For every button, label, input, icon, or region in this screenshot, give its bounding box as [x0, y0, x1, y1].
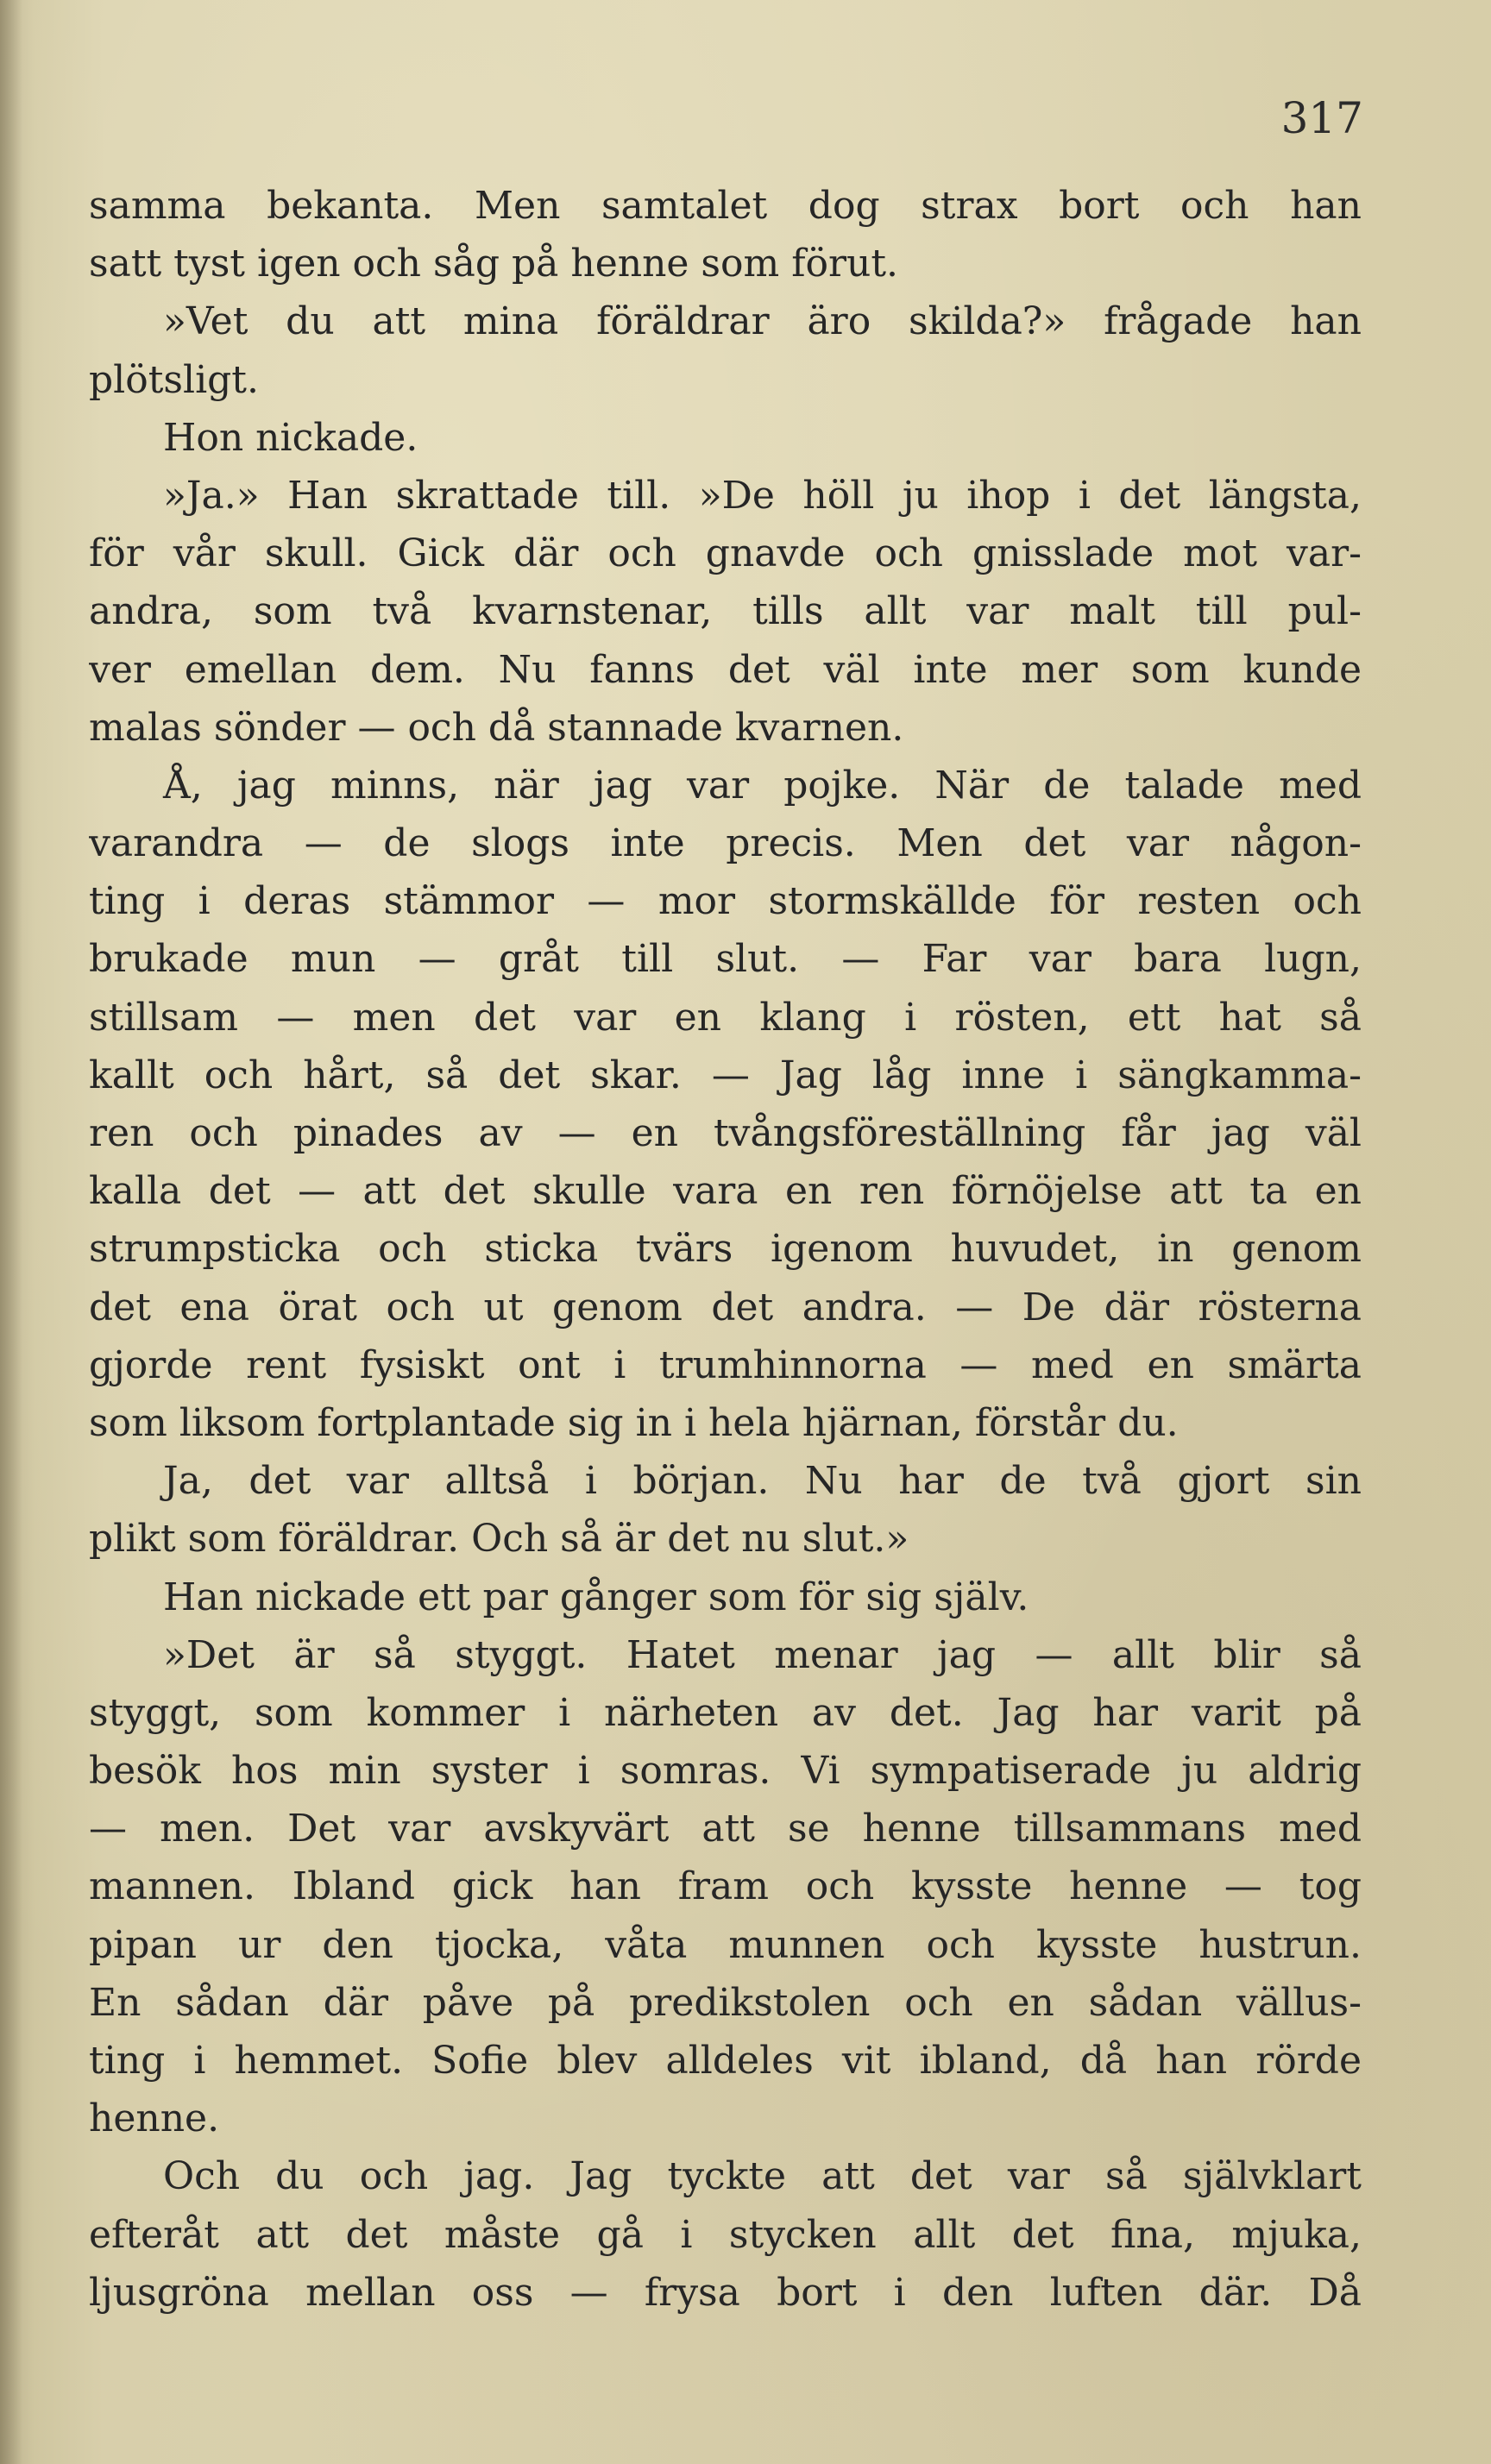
text-line: gjorde rent fysiskt ont i trumhinnorna — med en smärta [89, 1342, 1362, 1387]
text-line: varandra — de slogs inte precis. Men det var någon- [89, 821, 1362, 866]
text-line: ren och pinades av — en tvångsföreställning får jag väl [89, 1111, 1362, 1155]
text-line: satt tyst igen och såg på henne som förut. [89, 242, 899, 286]
text-line: »Ja.» Han skrattade till. »De höll ju ihop i det längsta, [163, 473, 1362, 518]
text-line: styggt, som kommer i närheten av det. Jag har varit på [89, 1690, 1362, 1735]
text-line: »Vet du att mina föräldrar äro skilda?» frågade han [163, 299, 1362, 344]
page-number: 317 [1280, 93, 1363, 143]
body-text [89, 177, 1362, 2322]
text-line: kallt och hårt, så det skar. — Jag låg inne i sängkamma- [89, 1053, 1362, 1097]
text-line: för vår skull. Gick där och gnavde och gnisslade mot var- [89, 531, 1362, 576]
text-line: plikt som föräldrar. Och så är det nu slut.» [89, 1517, 909, 1562]
text-line: ting i deras stämmor — mor stormskällde för resten och [89, 879, 1362, 924]
text-line: kalla det — att det skulle vara en ren förnöjelse att ta en [89, 1169, 1362, 1214]
text-line: andra, som två kvarnstenar, tills allt var malt till pul- [89, 589, 1362, 634]
text-line: mannen. Ibland gick han fram och kysste henne — tog [89, 1864, 1362, 1909]
text-line: stillsam — men det var en klang i rösten, ett hat så [89, 995, 1362, 1040]
text-line: plötsligt. [89, 357, 259, 402]
text-line: Och du och jag. Jag tyckte att det var så självklart [163, 2154, 1362, 2199]
text-line: det ena örat och ut genom det andra. — De där rösterna [89, 1285, 1362, 1329]
binding-shadow [0, 0, 22, 2464]
text-line: — men. Det var avskyvärt att se henne tillsammans med [89, 1807, 1362, 1851]
text-line: som liksom fortplantade sig in i hela hjärnan, förstår du. [89, 1400, 1179, 1445]
text-line: Han nickade ett par gånger som för sig själv. [163, 1575, 1029, 1619]
text-line: strumpsticka och sticka tvärs igenom huvudet, in genom [89, 1227, 1362, 1272]
text-line: ljusgröna mellan oss — frysa bort i den luften där. Då [89, 2270, 1362, 2315]
text-line: ting i hemmet. Sofie blev alldeles vit ibland, då han rörde [89, 2039, 1362, 2083]
text-line: Hon nickade. [163, 415, 418, 460]
text-line: malas sönder — och då stannade kvarnen. [89, 705, 904, 750]
text-line: Å, jag minns, när jag var pojke. När de talade med [163, 763, 1362, 808]
text-line: brukade mun — gråt till slut. — Far var bara lugn, [89, 937, 1362, 982]
text-line: En sådan där påve på predikstolen och en sådan vällus- [89, 1980, 1362, 2025]
text-line: efteråt att det måste gå i stycken allt det fina, mjuka, [89, 2212, 1362, 2257]
text-line: samma bekanta. Men samtalet dog strax bort och han [89, 184, 1362, 228]
text-line: ver emellan dem. Nu fanns det väl inte mer som kunde [89, 647, 1362, 692]
text-line: besök hos min syster i somras. Vi sympatiserade ju aldrig [89, 1749, 1362, 1794]
text-line: henne. [89, 2096, 220, 2141]
text-line: Ja, det var alltså i början. Nu har de två gjort sin [163, 1459, 1362, 1504]
text-line: »Det är så styggt. Hatet menar jag — allt blir så [163, 1632, 1362, 1677]
text-line: pipan ur den tjocka, våta munnen och kysste hustrun. [89, 1922, 1362, 1967]
